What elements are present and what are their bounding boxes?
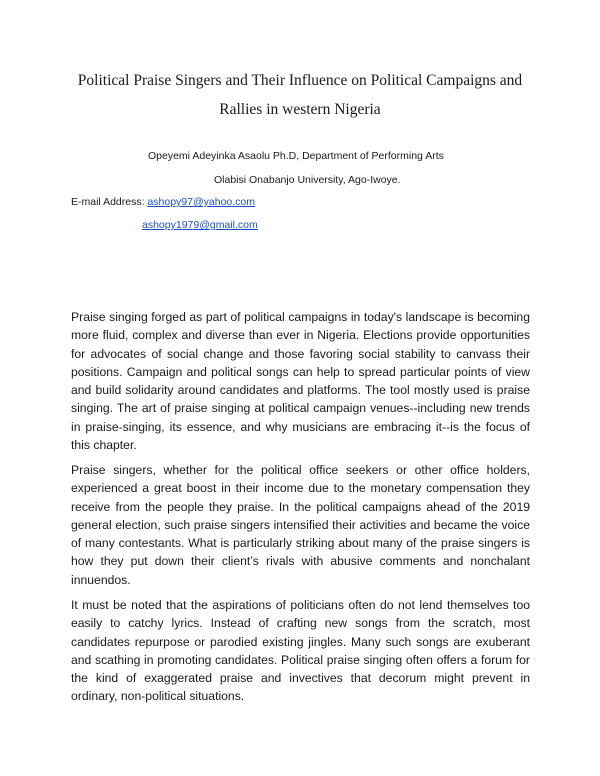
author-institution: Olabisi Onabanjo University, Ago-Iwoye. bbox=[214, 174, 401, 186]
email-row bbox=[71, 196, 255, 208]
email-row-2 bbox=[142, 219, 258, 231]
title-line-2: Rallies in western Nigeria bbox=[219, 101, 381, 118]
email-link-gmail[interactable]: ashopy1979@gmail.com bbox=[142, 219, 258, 231]
body-paragraph-2: Praise singers, whether for the political office seekers or other office holders, experienced a great boost in their income due to the monetary compensation they receive from the people they praise. In the political campaigns ahead of the 2019 general election, such praise singers intensified their activities and became the voice of many contestants. What is particularly striking about many of the praise singers is how they put down their client’s rivals with abusive comments and nonchalant innuendos. bbox=[71, 463, 530, 587]
email-link-yahoo[interactable]: ashopy97@yahoo.com bbox=[147, 196, 256, 208]
title-line-1: Political Praise Singers and Their Influence on Political Campaigns and bbox=[77, 72, 523, 89]
paper-title bbox=[40, 66, 560, 124]
body-paragraph-3: It must be noted that the aspirations of politicians often do not lend themselves too easily to catchy lyrics. Instead of crafting new songs from the scratch, most candidates repurpose or parodied existing jingles. Many such songs are exuberant and scathing in promoting candidates. Political praise singing often offers a forum for the kind of exaggerated praise and invectives that decorum might prevent in ordinary, non-political situations. bbox=[71, 598, 530, 704]
body-paragraph-1: Praise singing forged as part of political campaigns in today's landscape is becoming more fluid, complex and diverse than ever in Nigeria. Elections provide opportunities for advocates of social change and those favoring social stability to canvass their positions. Campaign and political songs can help to spread particular points of view and build solidarity around candidates and platforms. The tool mostly used is praise singing. The art of praise singing at political campaign venues--including new trends in praise-singing, its essence, and why musicians are embracing it--is the focus of this chapter. bbox=[71, 310, 530, 453]
author-name-department: Opeyemi Adeyinka Asaolu Ph.D, Department of Performing Arts bbox=[148, 150, 444, 162]
email-label: E-mail Address: bbox=[71, 196, 145, 208]
